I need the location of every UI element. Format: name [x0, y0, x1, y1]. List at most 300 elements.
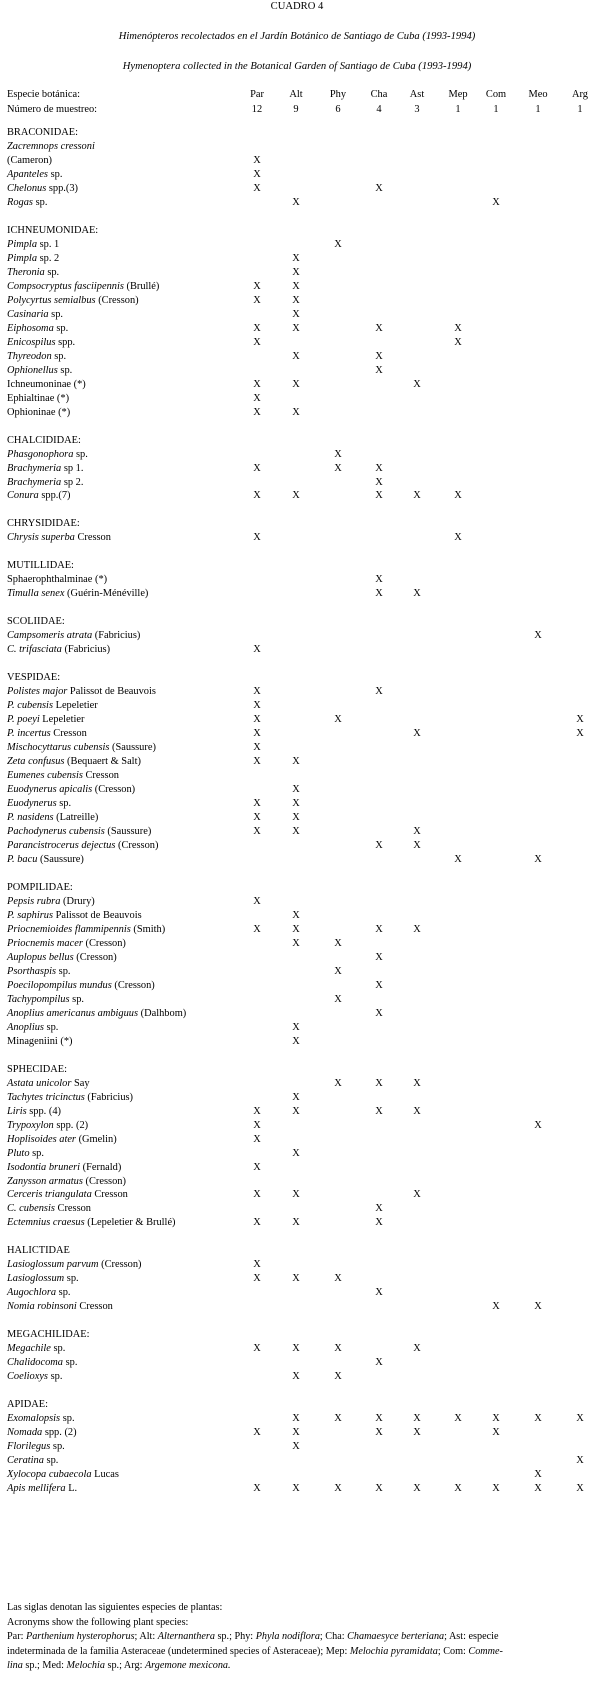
- species-name: [7, 727, 87, 741]
- taxon-name-text: Lepeletier: [39, 714, 85, 725]
- footnote-text: Melochia pyramidata: [349, 1645, 438, 1657]
- table-row: [0, 1272, 594, 1286]
- presence-mark-par: X: [253, 393, 261, 404]
- presence-mark-alt: X: [292, 281, 300, 292]
- table-row: [0, 1202, 594, 1216]
- species-name: [7, 1342, 65, 1356]
- taxon-name-italic: P. poeyi: [7, 714, 40, 725]
- table-row: [0, 378, 594, 392]
- taxon-name-text: sp.: [32, 197, 48, 208]
- presence-mark-par: X: [253, 463, 261, 474]
- column-header-ast: Ast: [409, 89, 425, 100]
- presence-mark-phy: X: [334, 449, 342, 460]
- presence-mark-alt: X: [292, 798, 300, 809]
- column-count-alt: 9: [293, 104, 299, 115]
- footnote-text: Argemone mexicona.: [144, 1660, 231, 1672]
- presence-mark-cha: X: [375, 463, 383, 474]
- presence-mark-ast: X: [413, 490, 421, 501]
- species-name: [7, 308, 63, 322]
- presence-mark-com: X: [492, 1427, 500, 1438]
- taxon-name-text: spp.: [55, 337, 76, 348]
- table-row: [0, 1133, 594, 1147]
- presence-mark-ast: X: [413, 924, 421, 935]
- taxon-name-text: (Fernald): [80, 1162, 122, 1173]
- presence-mark-meo: X: [534, 1120, 542, 1131]
- species-name: [7, 1119, 88, 1133]
- species-name: [7, 322, 68, 336]
- taxon-name-text: spp.(3): [46, 183, 79, 194]
- table-row: [0, 406, 594, 420]
- family-heading: [0, 881, 594, 895]
- species-name: [7, 462, 83, 476]
- presence-mark-cha: X: [375, 323, 383, 334]
- taxon-name-italic: Apanteles: [7, 169, 48, 180]
- presence-mark-alt: X: [292, 407, 300, 418]
- presence-mark-par: X: [253, 490, 261, 501]
- table-row: [0, 769, 594, 783]
- taxon-name-text: sp 2.: [61, 477, 84, 488]
- species-name: [7, 1021, 58, 1035]
- species-name: [7, 196, 47, 210]
- species-name: [7, 979, 155, 993]
- presence-mark-phy: X: [334, 714, 342, 725]
- species-name: [7, 1105, 61, 1119]
- taxon-name-text: Ephialtinae (*): [7, 393, 70, 404]
- species-name: [7, 965, 71, 979]
- table-row: [0, 1175, 594, 1189]
- table-row: [0, 1105, 594, 1119]
- table-row: [0, 825, 594, 839]
- taxon-name-italic: Enicospilus: [7, 337, 56, 348]
- family-heading: [0, 224, 594, 238]
- footnote-text: ; Ast: especie: [444, 1631, 499, 1643]
- species-name: [7, 699, 98, 713]
- taxon-name-italic: Lasioglossum: [7, 1273, 65, 1284]
- presence-mark-ast: X: [413, 1078, 421, 1089]
- species-name: [7, 755, 141, 769]
- footnote-line: [7, 1645, 594, 1660]
- presence-mark-par: X: [253, 896, 261, 907]
- taxon-name-italic: P. cubensis: [7, 700, 53, 711]
- table-row: [0, 587, 594, 601]
- table-row: [0, 280, 594, 294]
- family-heading: [0, 1398, 594, 1412]
- presence-mark-alt: X: [292, 351, 300, 362]
- footnote-text: Melochia: [66, 1660, 105, 1672]
- taxon-name-italic: Priocnemioides flammipennis: [7, 924, 131, 935]
- taxon-name-text: Palissot de Beauvois: [53, 910, 142, 921]
- presence-mark-par: X: [253, 532, 261, 543]
- taxon-name-text: Cresson: [54, 1203, 91, 1214]
- presence-mark-ast: X: [413, 728, 421, 739]
- column-count-com: 1: [493, 104, 499, 115]
- column-header-com: Com: [485, 89, 507, 100]
- footnote-text: Parthenium hysterophorus: [25, 1631, 135, 1643]
- taxon-name-text: sp.: [56, 798, 72, 809]
- presence-mark-alt: X: [292, 938, 300, 949]
- table-row: [0, 1119, 594, 1133]
- taxon-name-italic: Trypoxylon: [7, 1120, 54, 1131]
- taxon-name-text: (Cresson): [92, 784, 136, 795]
- species-name: [7, 573, 107, 587]
- presence-mark-par: X: [253, 1120, 261, 1131]
- presence-mark-alt: X: [292, 756, 300, 767]
- taxon-name-text: Sphaerophthalminae (*): [7, 574, 108, 585]
- family-name: SCOLIIDAE:: [7, 616, 65, 627]
- taxon-name-text: sp.: [69, 994, 84, 1005]
- taxon-name-text: (Cresson): [111, 980, 155, 991]
- species-name: [7, 839, 158, 853]
- table-row: [0, 923, 594, 937]
- species-name: [7, 1286, 71, 1300]
- presence-mark-par: X: [253, 1273, 261, 1284]
- presence-mark-phy: X: [334, 463, 342, 474]
- table-row: [0, 1454, 594, 1468]
- taxon-name-italic: Coelioxys: [7, 1371, 48, 1382]
- presence-mark-par: X: [253, 379, 261, 390]
- presence-mark-cha: X: [375, 686, 383, 697]
- table-row: [0, 1188, 594, 1202]
- family-heading: [0, 1063, 594, 1077]
- taxon-name-italic: Pluto: [7, 1148, 30, 1159]
- presence-mark-par: X: [253, 1483, 261, 1494]
- table-row: [0, 727, 594, 741]
- species-name: [7, 1370, 62, 1384]
- family-heading: [0, 671, 594, 685]
- presence-mark-alt: X: [292, 1036, 300, 1047]
- header-sample-row: [0, 103, 594, 117]
- presence-mark-par: X: [253, 1427, 261, 1438]
- table-row: [0, 979, 594, 993]
- table-row: [0, 909, 594, 923]
- presence-mark-cha: X: [375, 1203, 383, 1214]
- column-count-cha: 4: [376, 104, 382, 115]
- taxon-name-text: Cresson: [76, 1301, 113, 1312]
- presence-mark-mep: X: [454, 337, 462, 348]
- species-name: [7, 392, 69, 406]
- taxon-name-text: sp.: [56, 966, 71, 977]
- taxon-name-italic: Cerceris triangulata: [7, 1189, 92, 1200]
- presence-mark-alt: X: [292, 1092, 300, 1103]
- presence-mark-alt: X: [292, 924, 300, 935]
- presence-mark-cha: X: [375, 1413, 383, 1424]
- presence-mark-meo: X: [534, 630, 542, 641]
- table-row: [0, 965, 594, 979]
- taxon-name-text: (Cresson): [98, 1259, 142, 1270]
- column-count-ast: 3: [414, 104, 420, 115]
- taxon-name-italic: Euodynerus apicalis: [7, 784, 93, 795]
- species-name: [7, 1133, 117, 1147]
- table-title-spanish: Himenópteros recolectados en el Jardín Botánico de Santiago de Cuba (1993-1994): [118, 31, 476, 42]
- presence-mark-com: X: [492, 1301, 500, 1312]
- table-row: [0, 1021, 594, 1035]
- taxon-name-text: sp. 2: [37, 253, 60, 264]
- species-name: [7, 769, 119, 783]
- presence-mark-alt: X: [292, 1022, 300, 1033]
- taxon-name-italic: Zanysson armatus: [7, 1176, 83, 1187]
- table-row: [0, 699, 594, 713]
- presence-mark-par: X: [253, 686, 261, 697]
- species-name: [7, 1412, 75, 1426]
- table-row: [0, 713, 594, 727]
- table-row: [0, 1258, 594, 1272]
- footnote-text: ; Cha:: [319, 1631, 348, 1643]
- species-name: [7, 364, 72, 378]
- table-row: [0, 1342, 594, 1356]
- table-row: [0, 476, 594, 490]
- presence-mark-phy: X: [334, 1483, 342, 1494]
- presence-mark-cha: X: [375, 183, 383, 194]
- taxon-name-italic: Zacremnops cressoni: [7, 141, 95, 152]
- table-row: [0, 1356, 594, 1370]
- footnote-text: sp.; Arg:: [104, 1660, 145, 1672]
- presence-mark-par: X: [253, 1259, 261, 1270]
- taxon-name-text: (Drury): [60, 896, 95, 907]
- table-row: [0, 1216, 594, 1230]
- taxon-name-text: (Lepeletier & Brullé): [84, 1217, 176, 1228]
- table-row: [0, 140, 594, 154]
- taxon-name-italic: Theronia: [7, 267, 45, 278]
- species-name: [7, 1175, 126, 1189]
- taxon-name-italic: Chrysis superba: [7, 532, 75, 543]
- taxon-name-text: sp.: [57, 365, 73, 376]
- taxon-name-text: Say: [71, 1078, 90, 1089]
- taxon-name-italic: Timulla senex: [7, 588, 65, 599]
- species-name: [7, 1188, 128, 1202]
- presence-mark-par: X: [253, 1189, 261, 1200]
- footnote-text: Phyla nodiflora: [255, 1631, 320, 1643]
- presence-mark-phy: X: [334, 1078, 342, 1089]
- presence-mark-com: X: [492, 197, 500, 208]
- taxon-name-italic: Anoplius: [7, 1022, 44, 1033]
- taxon-name-italic: Rogas: [7, 197, 33, 208]
- column-header-par: Par: [250, 89, 264, 100]
- taxon-name-italic: Nomia robinsoni: [7, 1301, 77, 1312]
- column-count-phy: 6: [335, 104, 341, 115]
- taxon-name-italic: Brachymeria: [7, 477, 62, 488]
- table-row: [0, 1370, 594, 1384]
- taxon-name-italic: Conura: [7, 490, 39, 501]
- presence-mark-par: X: [253, 183, 261, 194]
- taxon-name-italic: Compsocryptus fasciipennis: [7, 281, 124, 292]
- species-name: [7, 993, 84, 1007]
- presence-mark-par: X: [253, 169, 261, 180]
- presence-mark-ast: X: [413, 1106, 421, 1117]
- table-row: [0, 336, 594, 350]
- species-name: [7, 811, 98, 825]
- species-name: [7, 476, 83, 490]
- taxon-name-text: (Bequaert & Salt): [64, 756, 141, 767]
- taxon-name-text: sp.: [50, 1343, 66, 1354]
- presence-mark-alt: X: [292, 379, 300, 390]
- table-row: [0, 364, 594, 378]
- presence-mark-mep: X: [454, 854, 462, 865]
- footnote-text: Alternanthera: [157, 1631, 215, 1643]
- taxon-name-italic: Chalidocoma: [7, 1357, 63, 1368]
- species-name: [7, 1482, 77, 1496]
- taxon-name-text: sp.: [56, 1287, 71, 1298]
- taxon-name-italic: Ectemnius craesus: [7, 1217, 85, 1228]
- taxon-name-italic: Polistes major: [7, 686, 68, 697]
- table-row: [0, 1468, 594, 1482]
- column-header-alt: Alt: [289, 89, 303, 100]
- footnote-text: lina: [7, 1660, 23, 1672]
- presence-mark-mep: X: [454, 323, 462, 334]
- presence-mark-alt: X: [292, 812, 300, 823]
- taxon-name-text: (Fabricius): [61, 644, 111, 655]
- taxon-name-text: Cresson: [50, 728, 87, 739]
- taxon-name-italic: P. nasidens: [7, 812, 54, 823]
- table-row: [0, 1035, 594, 1049]
- taxon-name-italic: Brachymeria: [7, 463, 62, 474]
- table-row: [0, 755, 594, 769]
- taxon-name-text: sp.: [48, 309, 64, 320]
- presence-mark-arg: X: [576, 1455, 584, 1466]
- family-name: BRACONIDAE:: [7, 127, 79, 138]
- taxon-name-text: sp.: [60, 1413, 75, 1424]
- presence-mark-alt: X: [292, 784, 300, 795]
- taxon-name-italic: Liris: [7, 1106, 27, 1117]
- presence-mark-par: X: [253, 1343, 261, 1354]
- table-row: [0, 154, 594, 168]
- footnote-text: indeterminada de la familia Asteraceae (undetermined species of Asteraceae); Mep:: [7, 1645, 350, 1657]
- family-name: ICHNEUMONIDAE:: [7, 225, 99, 236]
- table-row: [0, 1161, 594, 1175]
- table-row: [0, 783, 594, 797]
- table-row: [0, 462, 594, 476]
- taxon-name-text: Minageniini (*): [7, 1036, 73, 1047]
- presence-mark-ast: X: [413, 379, 421, 390]
- table-row: [0, 993, 594, 1007]
- table-row: [0, 1091, 594, 1105]
- family-heading: [0, 126, 594, 140]
- taxon-name-italic: Anoplius americanus ambiguus: [7, 1008, 139, 1019]
- taxon-name-text: sp.: [64, 1273, 79, 1284]
- presence-mark-cha: X: [375, 588, 383, 599]
- presence-mark-cha: X: [375, 924, 383, 935]
- column-header-arg: Arg: [572, 89, 588, 100]
- taxon-name-text: sp.: [53, 323, 69, 334]
- taxon-name-italic: Polycyrtus semialbus: [7, 295, 96, 306]
- species-name: [7, 937, 126, 951]
- presence-mark-alt: X: [292, 1427, 300, 1438]
- presence-mark-par: X: [253, 826, 261, 837]
- table-title-english: Hymenoptera collected in the Botanical Garden of Santiago de Cuba (1993-1994): [122, 61, 472, 72]
- species-name: [7, 713, 84, 727]
- presence-mark-alt: X: [292, 253, 300, 264]
- taxon-name-text: (Dalhbom): [138, 1008, 187, 1019]
- table-row: [0, 1412, 594, 1426]
- taxon-name-text: spp. (4): [26, 1106, 61, 1117]
- presence-mark-ast: X: [413, 588, 421, 599]
- table-row: [0, 643, 594, 657]
- presence-mark-cha: X: [375, 840, 383, 851]
- taxon-name-italic: C. trifasciata: [7, 644, 62, 655]
- taxon-name-italic: Psorthaspis: [7, 966, 57, 977]
- taxon-name-italic: Nomada: [7, 1427, 43, 1438]
- taxon-name-italic: Eiphosoma: [7, 323, 54, 334]
- table-row: [0, 448, 594, 462]
- taxon-name-text: (Latreille): [53, 812, 99, 823]
- footnote-line: [7, 1601, 594, 1616]
- species-name: [7, 853, 84, 867]
- taxon-name-italic: Tachytes tricinctus: [7, 1092, 85, 1103]
- presence-mark-par: X: [253, 1217, 261, 1228]
- presence-mark-alt: X: [292, 1106, 300, 1117]
- presence-mark-par: X: [253, 812, 261, 823]
- footnote-text: Chamaesyce berteriana: [347, 1631, 445, 1643]
- table-row: [0, 1482, 594, 1496]
- species-name: [7, 266, 59, 280]
- taxon-name-text: spp. (2): [53, 1120, 89, 1131]
- presence-mark-phy: X: [334, 966, 342, 977]
- family-heading: [0, 517, 594, 531]
- taxon-name-text: sp.: [63, 1357, 78, 1368]
- presence-mark-mep: X: [454, 1483, 462, 1494]
- column-header-meo: Meo: [528, 89, 548, 100]
- table-row: [0, 1147, 594, 1161]
- footnote-text: sp.; Phy:: [214, 1631, 256, 1643]
- species-name: [7, 797, 71, 811]
- taxon-name-italic: Eumenes cubensis: [7, 770, 83, 781]
- taxon-name-italic: Apis mellifera: [7, 1483, 66, 1494]
- presence-mark-meo: X: [534, 1483, 542, 1494]
- taxon-name-italic: C. cubensis: [7, 1203, 55, 1214]
- footnote-text: sp.; Med:: [22, 1660, 67, 1672]
- footnote: [7, 1601, 594, 1674]
- taxon-name-text: (Saussure): [104, 826, 152, 837]
- presence-mark-phy: X: [334, 994, 342, 1005]
- species-name: [7, 1091, 133, 1105]
- presence-mark-mep: X: [454, 1413, 462, 1424]
- footnote-line: [7, 1616, 594, 1631]
- family-name: SPHECIDAE:: [7, 1064, 68, 1075]
- presence-mark-meo: X: [534, 1413, 542, 1424]
- presence-mark-alt: X: [292, 1371, 300, 1382]
- taxon-name-text: sp.: [44, 267, 60, 278]
- species-name: [7, 489, 71, 503]
- taxon-name-text: (Cresson): [82, 1176, 126, 1187]
- presence-mark-alt: X: [292, 826, 300, 837]
- presence-mark-com: X: [492, 1413, 500, 1424]
- species-name: [7, 741, 156, 755]
- presence-mark-phy: X: [334, 1413, 342, 1424]
- species-name: [7, 1161, 121, 1175]
- species-name: [7, 378, 86, 392]
- presence-mark-arg: X: [576, 1483, 584, 1494]
- family-name: HALICTIDAE: [7, 1245, 70, 1256]
- taxon-name-text: (Cameron): [7, 155, 53, 166]
- family-name: MEGACHILIDAE:: [7, 1329, 90, 1340]
- family-name: POMPILIDAE:: [7, 882, 73, 893]
- taxon-name-italic: Megachile: [7, 1343, 51, 1354]
- table-row: [0, 350, 594, 364]
- taxon-name-text: sp.: [73, 449, 88, 460]
- presence-mark-par: X: [253, 756, 261, 767]
- taxon-name-italic: Poecilopompilus mundus: [7, 980, 112, 991]
- presence-mark-cha: X: [375, 477, 383, 488]
- presence-mark-alt: X: [292, 1483, 300, 1494]
- species-name: [7, 280, 159, 294]
- family-name: MUTILLIDAE:: [7, 560, 74, 571]
- species-name: [7, 909, 142, 923]
- presence-mark-alt: X: [292, 295, 300, 306]
- taxon-name-italic: Augochlora: [7, 1287, 57, 1298]
- family-heading: [0, 434, 594, 448]
- taxon-name-italic: P. bacu: [7, 854, 38, 865]
- presence-mark-par: X: [253, 281, 261, 292]
- taxon-name-italic: P. saphirus: [7, 910, 54, 921]
